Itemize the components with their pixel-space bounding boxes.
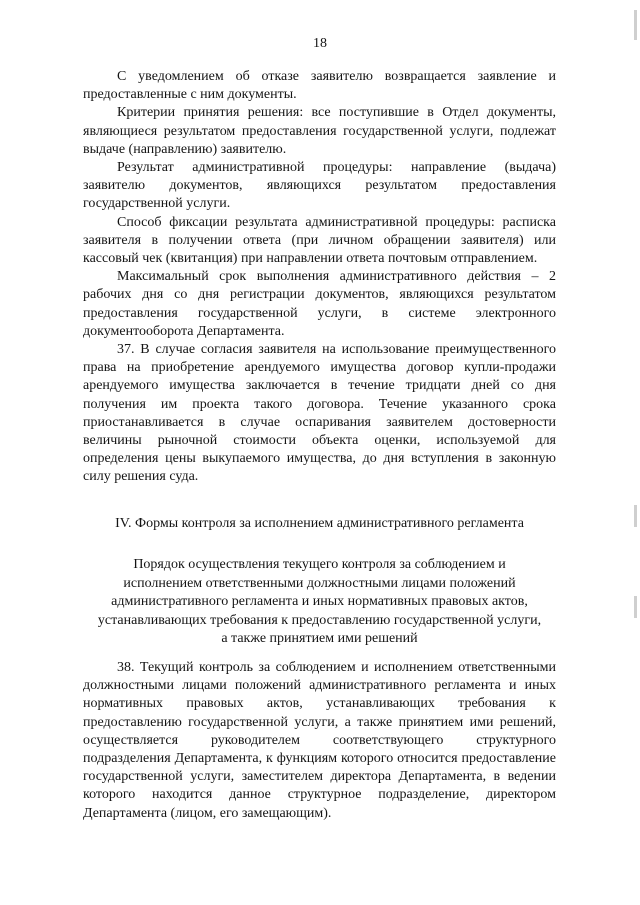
scan-edge-mark: [634, 505, 637, 527]
subsection-heading-line: Порядок осуществления текущего контроля за соблюдением и: [133, 557, 506, 572]
body-text-top: [83, 68, 556, 487]
subsection-heading-line: исполнением ответственными должностными лицами положений: [123, 575, 516, 591]
paragraph-max-duration: Максимальный срок выполнения административного действия – 2 рабочих дня со дня регистрации документов, являющихся результатом предоставления государственной услуги, в системе электронного документооборота Департамента.: [83, 269, 556, 339]
subsection-heading: [83, 556, 556, 649]
page-number: 18: [313, 36, 327, 51]
section-heading: IV. Формы контроля за исполнением административного регламента: [115, 516, 524, 531]
paragraph-clause-38: 38. Текущий контроль за соблюдением и исполнением ответственными должностными лицами положений административного регламента и иных нормативных правовых актов, устанавливающих требования к предоставлению государственной услуги, а также принятием ими решений, осуществляется руководителем соответствующего структурного подразделения Департамента, к функциям которого относится предоставление государственной услуги, заместителем директора Департамента, в ведении которого находится данное структурное подразделение, директором Департамента (лицом, его замещающим).: [83, 660, 556, 821]
subsection-heading-line: а также принятием ими решений: [221, 631, 418, 647]
paragraph-procedure-result: Результат административной процедуры: направление (выдача) заявителю документов, являющихся результатом предоставления государственной услуги.: [83, 160, 556, 212]
scan-edge-mark: [634, 596, 637, 618]
paragraph-decision-criteria: Критерии принятия решения: все поступившие в Отдел документы, являющиеся результатом предоставления государственной услуги, подлежат выдаче (направлению) заявителю.: [83, 105, 556, 157]
scan-edge-mark: [634, 10, 637, 40]
subsection-heading-line: устанавливающих требования к предоставлению государственной услуги,: [97, 612, 542, 628]
paragraph-return-notice: С уведомлением об отказе заявителю возвращается заявление и предоставленные с ним документы.: [83, 69, 556, 103]
paragraph-clause-37: 37. В случае согласия заявителя на использование преимущественного права на приобретение арендуемого имущества договор купли-продажи арендуемого имущества заключается в течение тридцати дней со дня получения им проекта такого договора. Течение указанного срока приостанавливается в случае оспаривания заявителем достоверности величины рыночной стоимости объекта оценки, используемой для определения цены выкупаемого имущества, до дня вступления в законную силу решения суда.: [83, 342, 556, 485]
subsection-heading-line: административного регламента и иных нормативных правовых актов,: [111, 594, 528, 610]
paragraph-fixation-method: Способ фиксации результата административной процедуры: расписка заявителя в получении ответа (при личном обращении заявителя) или кассовый чек (квитанция) при направлении ответа почтовым отправлением.: [83, 214, 556, 267]
body-text-bottom: [83, 659, 556, 823]
